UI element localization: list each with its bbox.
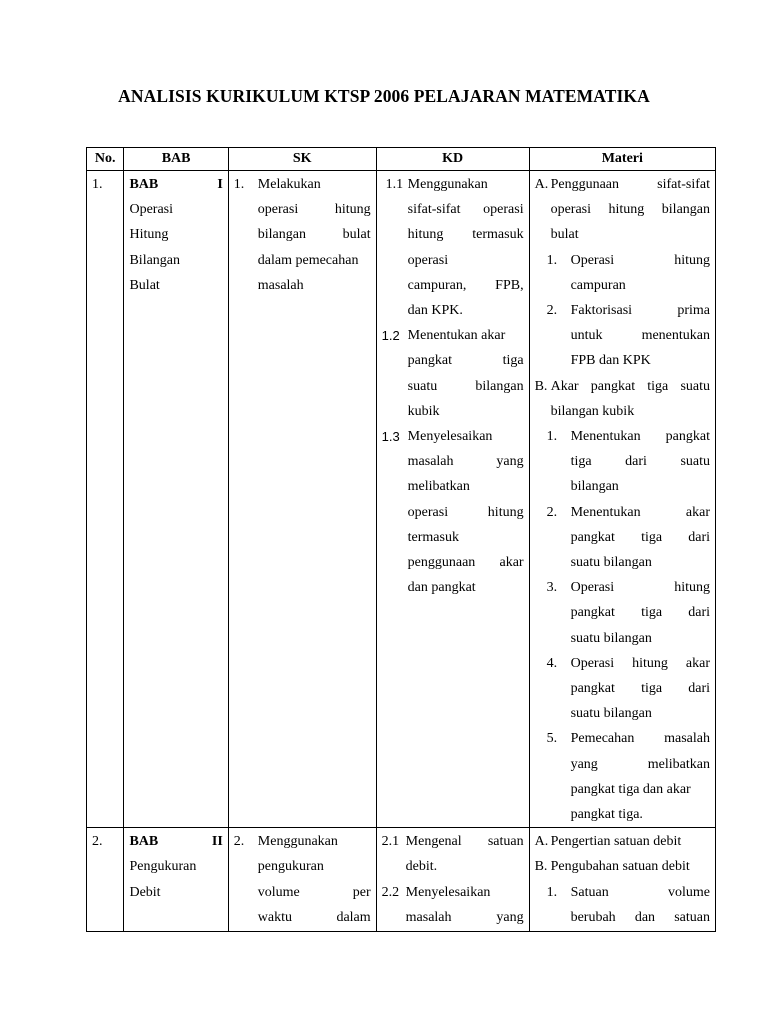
- cell-materi: [529, 828, 715, 932]
- table-row: [87, 828, 716, 932]
- cell-materi: A. Penggunaan sifat-sifat operasi hitung bilangan bulat 1. Operasi hitung campuran 2. Faktorisasi prima untuk menentukan FPB dan KPK B. Akar pangkat tiga suatu bilangan kubik 1. Menentukan pangkat tiga dari suatu bilangan 2. Menentukan akar pangkat tiga dari suatu bilangan 3. Operasi hitung pangkat tiga dari suatu bilangan 4. Operasi hitung akar pangkat tiga dari suatu bilangan 5. Pemecahan masalah yang melibatkan pangkat tiga dan akar pangkat tiga.: [529, 171, 715, 828]
- kd-item: 2.1 Mengenal satuan debit.: [381, 834, 524, 875]
- materi-subitem: 1. Satuan volume berubah dan satuan: [546, 884, 710, 925]
- cell-sk: [228, 828, 376, 932]
- materi-section: B. Akar pangkat tiga suatu: [534, 378, 710, 394]
- materi-section: B. Pengubahan satuan debit: [534, 859, 690, 875]
- materi-subitem: 5. Pemecahan masalah yang melibatkan pangkat tiga dan akar pangkat tiga.: [546, 731, 710, 823]
- kd-item: 2.2 Menyelesaikan masalah yang: [381, 884, 524, 925]
- header-bab: BAB: [124, 148, 228, 171]
- materi-subitem: 2. Faktorisasi prima untuk menentukan FPB dan KPK: [546, 303, 710, 369]
- materi-subitem: 1. Operasi hitung campuran: [546, 252, 710, 293]
- table-header-row: [87, 148, 716, 171]
- cell-bab: BAB I Operasi Hitung Bilangan Bulat: [124, 171, 228, 828]
- kd-item: 1.3 Menyelesaikan masalah yang melibatkan operasi hitung termasuk penggunaan akar dan pangkat: [381, 429, 524, 596]
- materi-section: A. Penggunaan sifat-sifat: [534, 177, 710, 192]
- kd-item: 1.1 Menggunakan sifat-sifat operasi hitung termasuk operasi campuran, FPB, dan KPK.: [385, 177, 524, 319]
- table-row: [87, 171, 716, 828]
- cell-kd: [376, 828, 529, 932]
- cell-bab: BAB II Pengukuran Debit: [124, 828, 228, 932]
- sk-item: 2. Menggunakan pengukuran volume per waktu dalam: [233, 834, 371, 925]
- materi-subitem: 4. Operasi hitung akar pangkat tiga dari suatu bilangan: [546, 655, 710, 722]
- curriculum-table: [86, 147, 716, 932]
- kd-item: 1.2 Menentukan akar pangkat tiga suatu bilangan kubik: [381, 328, 524, 419]
- materi-subitem: 3. Operasi hitung pangkat tiga dari suatu bilangan: [546, 580, 710, 646]
- cell-sk: [228, 171, 376, 828]
- header-kd: KD: [376, 148, 529, 171]
- bab-title: BAB II: [129, 834, 223, 850]
- materi-subitem: 2. Menentukan akar pangkat tiga dari suatu bilangan: [546, 504, 710, 571]
- sk-item: 1. Melakukan operasi hitung bilangan bulat dalam pemecahan masalah: [233, 177, 371, 293]
- header-no: No.: [87, 148, 124, 171]
- cell-kd: [376, 171, 529, 828]
- bab-title: BAB I: [129, 177, 223, 192]
- header-sk: SK: [228, 148, 376, 171]
- document-title: ANALISIS KURIKULUM KTSP 2006 PELAJARAN MATEMATIKA: [118, 86, 650, 106]
- header-materi: Materi: [529, 148, 715, 171]
- cell-no: 2.: [87, 828, 124, 932]
- materi-section: A. Pengertian satuan debit: [534, 834, 682, 850]
- materi-subitem: 1. Menentukan pangkat tiga dari suatu bilangan: [546, 429, 710, 495]
- cell-no: 1.: [87, 171, 124, 828]
